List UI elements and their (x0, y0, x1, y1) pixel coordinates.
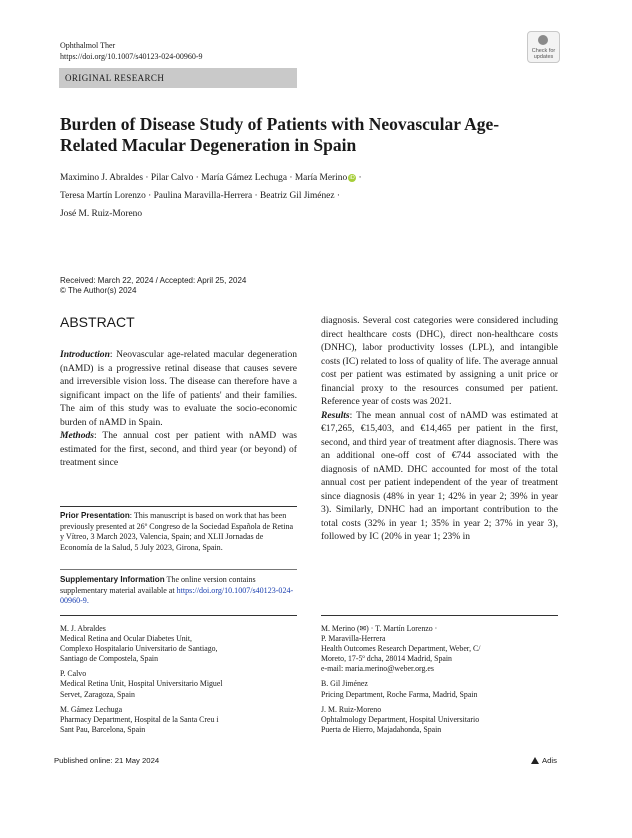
journal-name: Ophthalmol Ther (60, 41, 116, 50)
methods-text: : The annual cost per patient with nAMD was estimated for the first, second, and third year (or beyond) of treatment since (60, 430, 297, 468)
copyright: © The Author(s) 2024 (60, 286, 137, 295)
check-for-updates-button[interactable] (527, 31, 560, 63)
abstract-methods (60, 429, 297, 470)
article-title: Burden of Disease Study of Patients with Neovascular Age-Related Macular Degeneration in Spain (60, 114, 500, 155)
corresponding-email[interactable]: e-mail: maria.merino@weber.org.es (321, 664, 434, 674)
results-text: : The mean annual cost of nAMD was estimated at €17,265, €15,403, and €14,465 per patient in the first, second, and third year of treatment after diagnosis. There was an additional one-off cost of €744 associated with the diagnosis of nAMD. DHC accounted for most of the total annual cost per patient independent of the year of treatment since diagnosis (48% in year 1; 42% in year 2; 39% in year 3). Similarly, DNHC had an important contribution to the total costs (32% in year 1; 35% in year 2; 37% in year 3), followed by IC (20% in year 1; 23% in (321, 409, 558, 542)
affiliation-gamez: M. Gámez Lechuga Pharmacy Department, Hospital de la Santa Creu i Sant Pau, Barcelona, Spain (60, 704, 219, 734)
methods-continued: diagnosis. Several cost categories were considered including direct healthcare costs (DHC), direct non-healthcare costs (DNHC), labor productivity losses (LPL), and intangible costs (IC) related to loss of quality of life. The average annual cost per patient was estimated by assigning a unit price or financial proxy to the resources consumed per patient. Reference year of costs was 2021. (321, 315, 558, 407)
affiliations-right (321, 624, 558, 740)
author-line-2: Teresa Martín Lorenzo · Paulina Maravilla-Herrera · Beatriz Gil Jiménez · (60, 191, 340, 201)
author-list: Maximino J. Abraldes · Pilar Calvo · María Gámez Lechuga · María Merino iD · Teresa Martín Lorenzo · Paulina Maravilla-Herrera · Beatriz Gil Jiménez · José M. Ruiz-Moreno (60, 169, 362, 223)
doi-link[interactable]: https://doi.org/10.1007/s40123-024-00960-9 (60, 52, 203, 61)
check-updates-label: Check for updates (531, 48, 556, 60)
crossmark-icon (538, 35, 548, 45)
affiliations-right-rule (321, 615, 558, 616)
notes-mid-rule (60, 569, 297, 570)
supplementary-link[interactable]: https://doi.org/10.1007/s40123-024-00960-9. (60, 585, 294, 606)
introduction-label: Introduction (60, 349, 110, 360)
abstract-heading: ABSTRACT (60, 314, 135, 330)
methods-label: Methods (60, 430, 94, 441)
affiliation-calvo: P. Calvo Medical Retina Unit, Hospital Universitario Miguel Servet, Zaragoza, Spain (60, 669, 223, 699)
results-label: Results (321, 409, 350, 421)
journal-header (60, 40, 203, 62)
abstract-results (321, 409, 558, 544)
published-date: Published online: 21 May 2024 (54, 756, 160, 765)
article-dates (60, 276, 246, 296)
supplementary-label: Supplementary Information (60, 575, 165, 584)
abstract-introduction (60, 348, 297, 429)
publisher-name: Adis (542, 756, 557, 765)
author-line-1: Maximino J. Abraldes · Pilar Calvo · María Gámez Lechuga · María Merino (60, 173, 348, 183)
affiliation-abraldes: M. J. Abraldes Medical Retina and Ocular Diabetes Unit, Complexo Hospitalario Universitario de Santiago, Santiago de Compostela, Spain (60, 624, 218, 664)
abstract-left-column (60, 348, 297, 470)
supplementary-text: The online version contains supplementary material available at (60, 575, 256, 595)
adis-triangle-icon (531, 757, 539, 764)
orcid-icon[interactable]: iD (349, 175, 355, 181)
section-banner (59, 68, 297, 88)
affiliations-left-rule (60, 615, 297, 616)
section-label: ORIGINAL RESEARCH (65, 73, 165, 83)
affiliation-ruiz: J. M. Ruiz-Moreno Ophtalmology Department, Hospital Universitario Puerta de Hierro, Majadahonda, Spain (321, 704, 480, 734)
affiliation-gil: B. Gil Jiménez Pricing Department, Roche Farma, Madrid, Spain (321, 679, 478, 699)
prior-presentation-label: Prior Presentation (60, 511, 130, 520)
received-date: Received: March 22, 2024 / Accepted: April 25, 2024 (60, 276, 247, 285)
notes-top-rule (60, 506, 297, 507)
introduction-text: : Neovascular age-related macular degeneration (nAMD) is a progressive retinal disease that causes severe and irreversible vision loss. The disease can therefore have a significant impact on the life of patients' and their families. The aim of this study was to evaluate the socio-economic burden of nAMD in Spain. (60, 349, 297, 428)
prior-presentation-note (60, 511, 297, 553)
affiliations-left (60, 624, 297, 740)
publisher-logo (531, 756, 557, 765)
prior-presentation-text: : This manuscript is based on work that has been previously presented at 26º Congreso de la Sociedad Española de Retina y Vítreo, 3 March 2023, Valencia, Spain; and XLII Jornadas de Economía de la Salud, 5 July 2023, Girona, Spain. (60, 511, 294, 552)
affiliation-merino: M. Merino (✉) · T. Martín Lorenzo · P. Maravilla-Herrera Health Outcomes Research Department, Weber, C/ Moreto, 17-5º dcha, 28014 Madrid, Spain e-mail: maria.merino@weber.org.es (321, 624, 481, 674)
author-line-3: José M. Ruiz-Moreno (60, 209, 143, 219)
abstract-right-column (321, 314, 558, 544)
supplementary-note (60, 575, 297, 607)
